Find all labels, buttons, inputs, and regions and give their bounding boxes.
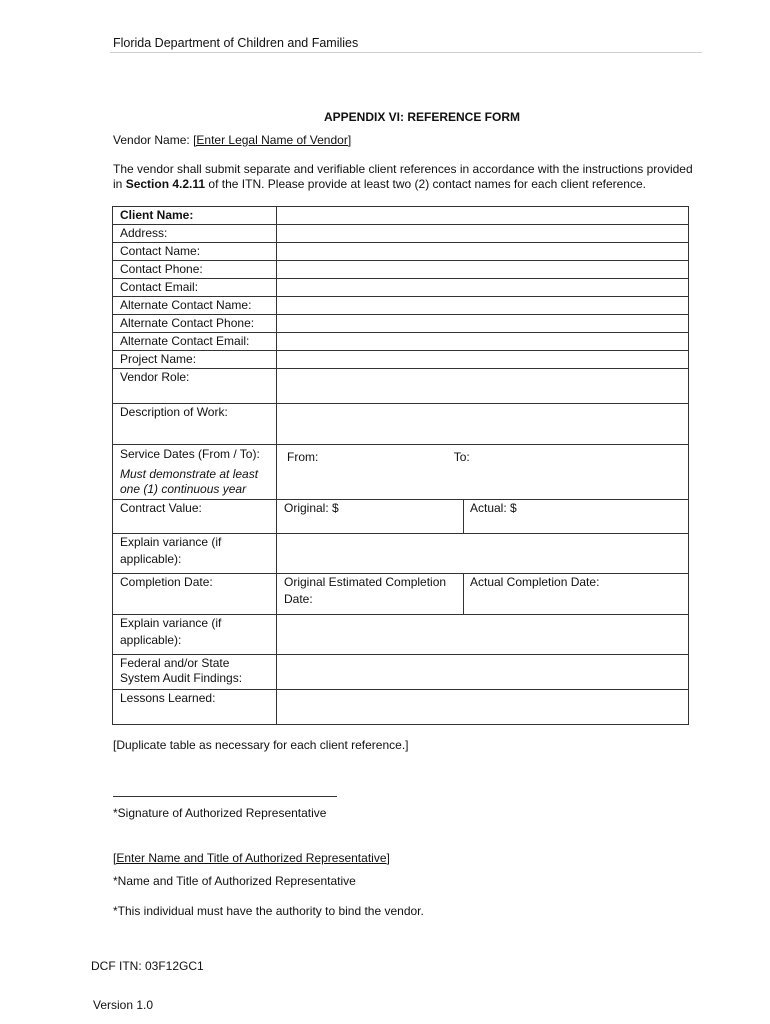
- intro-section-ref: Section 4.2.11: [125, 177, 206, 191]
- contact-email-label: Contact Email:: [113, 279, 277, 297]
- vendor-label: Vendor Name:: [113, 133, 190, 147]
- footer-itn: DCF ITN: 03F12GC1: [91, 959, 204, 973]
- address-label: Address:: [113, 225, 277, 243]
- table-row: [113, 369, 689, 404]
- client-name-field[interactable]: [277, 207, 689, 225]
- description-field[interactable]: [277, 404, 689, 445]
- table-row: [113, 404, 689, 445]
- lessons-learned-label: Lessons Learned:: [113, 690, 277, 725]
- vendor-role-field[interactable]: [277, 369, 689, 404]
- table-row: [113, 225, 689, 243]
- contact-email-field[interactable]: [277, 279, 689, 297]
- contact-name-label: Contact Name:: [113, 243, 277, 261]
- contact-phone-field[interactable]: [277, 261, 689, 279]
- intro-text-before: The vendor shall submit separate and verifiable client references in accordance with the instructions provided in: [113, 162, 693, 191]
- table-row: [113, 261, 689, 279]
- project-name-field[interactable]: [277, 351, 689, 369]
- table-row: [113, 500, 689, 534]
- alt-contact-phone-label: Alternate Contact Phone:: [113, 315, 277, 333]
- from-label: From:: [287, 450, 319, 464]
- signature-line[interactable]: [113, 796, 337, 797]
- intro-paragraph: [113, 162, 703, 192]
- table-row: [113, 574, 689, 615]
- vendor-line: [113, 133, 351, 147]
- contact-name-field[interactable]: [277, 243, 689, 261]
- alt-contact-email-label: Alternate Contact Email:: [113, 333, 277, 351]
- actual-completion-field[interactable]: Actual Completion Date:: [464, 574, 689, 615]
- table-row: [113, 655, 689, 690]
- explain-variance-label-2: Explain variance (if applicable):: [113, 615, 277, 655]
- table-row: [113, 333, 689, 351]
- address-field[interactable]: [277, 225, 689, 243]
- audit-findings-field[interactable]: [277, 655, 689, 690]
- vendor-name-placeholder[interactable]: [Enter Legal Name of Vendor]: [193, 133, 352, 147]
- table-row: [113, 445, 689, 500]
- lessons-learned-field[interactable]: [277, 690, 689, 725]
- table-row: [113, 351, 689, 369]
- explain-variance-label-1: Explain variance (if applicable):: [113, 534, 277, 574]
- alt-contact-phone-field[interactable]: [277, 315, 689, 333]
- table-row: [113, 534, 689, 574]
- table-row: [113, 207, 689, 225]
- table-row: [113, 690, 689, 725]
- service-dates-note: Must demonstrate at least one (1) continuous year: [120, 467, 259, 496]
- table-row: [113, 315, 689, 333]
- rep-name-label: *Name and Title of Authorized Representative: [113, 874, 356, 888]
- alt-contact-name-field[interactable]: [277, 297, 689, 315]
- reference-table: [112, 206, 689, 725]
- header-divider: [110, 52, 702, 53]
- table-row: [113, 279, 689, 297]
- original-est-completion-field[interactable]: Original Estimated Completion Date:: [277, 574, 464, 615]
- duplicate-note: [Duplicate table as necessary for each client reference.]: [113, 738, 409, 752]
- service-dates-label: Service Dates (From / To):: [120, 447, 260, 461]
- explain-variance-field-2[interactable]: [277, 615, 689, 655]
- alt-contact-name-label: Alternate Contact Name:: [113, 297, 277, 315]
- contract-value-label: Contract Value:: [113, 500, 277, 534]
- vendor-role-label: Vendor Role:: [113, 369, 277, 404]
- completion-date-label: Completion Date:: [113, 574, 277, 615]
- client-name-label: Client Name:: [113, 207, 277, 225]
- table-row: [113, 243, 689, 261]
- project-name-label: Project Name:: [113, 351, 277, 369]
- footer-version: Version 1.0: [93, 998, 154, 1012]
- actual-value-field[interactable]: Actual: $: [464, 500, 689, 534]
- header-agency: Florida Department of Children and Families: [113, 36, 359, 50]
- intro-text-after: of the ITN. Please provide at least two (2) contact names for each client reference.: [208, 177, 646, 191]
- explain-variance-field-1[interactable]: [277, 534, 689, 574]
- audit-findings-label: Federal and/or State System Audit Findings:: [113, 655, 277, 690]
- description-label: Description of Work:: [113, 404, 277, 445]
- alt-contact-email-field[interactable]: [277, 333, 689, 351]
- contact-phone-label: Contact Phone:: [113, 261, 277, 279]
- table-row: [113, 615, 689, 655]
- original-value-field[interactable]: Original: $: [277, 500, 464, 534]
- to-label: To:: [453, 450, 470, 464]
- service-dates-cell: [113, 445, 277, 500]
- authority-note: *This individual must have the authority to bind the vendor.: [113, 904, 424, 918]
- table-row: [113, 297, 689, 315]
- form-title: APPENDIX VI: REFERENCE FORM: [323, 110, 521, 124]
- signature-label: *Signature of Authorized Representative: [113, 806, 327, 820]
- service-dates-field[interactable]: [277, 445, 689, 500]
- rep-name-placeholder[interactable]: [Enter Name and Title of Authorized Representative]: [113, 851, 390, 865]
